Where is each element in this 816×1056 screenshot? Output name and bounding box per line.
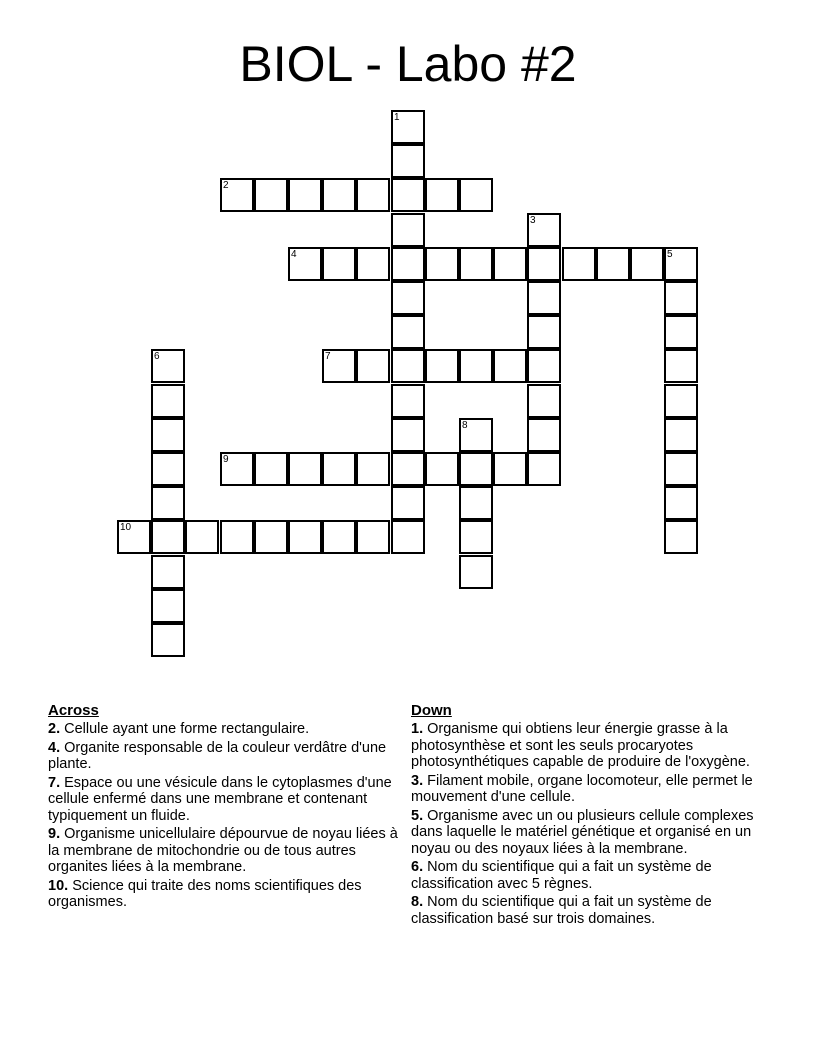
grid-cell[interactable] <box>425 349 459 383</box>
clue-number-label: 3 <box>530 215 536 226</box>
grid-cell[interactable] <box>459 486 493 520</box>
grid-cell[interactable] <box>254 520 288 554</box>
clue-text: Science qui traite des noms scientifiques des organismes. <box>48 877 362 910</box>
clue-number-label: 10 <box>120 522 132 533</box>
grid-cell[interactable] <box>527 384 561 418</box>
grid-cell[interactable] <box>356 520 390 554</box>
across-clues <box>48 702 398 913</box>
clue-number: 10. <box>48 877 69 894</box>
grid-cell[interactable] <box>425 452 459 486</box>
grid-cell[interactable] <box>596 247 630 281</box>
grid-cell[interactable] <box>459 178 493 212</box>
clue-number: 4. <box>48 739 61 756</box>
clue-text: Nom du scientifique qui a fait un système de classification basé sur trois domaines. <box>411 894 712 927</box>
grid-cell[interactable] <box>425 247 459 281</box>
grid-cell[interactable] <box>391 349 425 383</box>
grid-cell[interactable] <box>151 555 185 589</box>
grid-cell[interactable] <box>630 247 664 281</box>
grid-cell[interactable] <box>288 178 322 212</box>
grid-cell[interactable] <box>459 555 493 589</box>
grid-cell[interactable] <box>527 247 561 281</box>
grid-cell[interactable] <box>254 452 288 486</box>
clue-number: 8. <box>411 894 424 910</box>
across-clue-7 <box>48 775 398 825</box>
grid-cell[interactable] <box>664 281 698 315</box>
grid-cell[interactable] <box>356 349 390 383</box>
grid-cell[interactable] <box>185 520 219 554</box>
clue-number: 2. <box>48 721 61 737</box>
grid-cell[interactable] <box>391 384 425 418</box>
grid-cell[interactable] <box>288 452 322 486</box>
grid-cell[interactable] <box>356 247 390 281</box>
grid-cell[interactable] <box>459 349 493 383</box>
grid-cell[interactable] <box>391 520 425 554</box>
grid-cell[interactable] <box>288 520 322 554</box>
down-clue-6 <box>411 859 771 892</box>
grid-cell[interactable] <box>356 178 390 212</box>
clue-text: Organisme unicellulaire dépourvue de noyau liées à la membrane de mitochondrie ou de tous autres organites liées à la membrane. <box>48 826 398 875</box>
grid-cell[interactable] <box>493 452 527 486</box>
clue-text: Cellule ayant une forme rectangulaire. <box>64 721 310 737</box>
grid-cell[interactable] <box>391 281 425 315</box>
grid-cell[interactable] <box>527 418 561 452</box>
clue-text: Espace ou une vésicule dans le cytoplasmes d'une cellule enfermé dans une membrane et contenant typiquement un fluide. <box>48 774 392 824</box>
grid-cell[interactable] <box>391 247 425 281</box>
grid-cell[interactable] <box>459 452 493 486</box>
grid-cell[interactable] <box>459 520 493 554</box>
clue-number: 7. <box>48 774 61 791</box>
grid-cell[interactable] <box>151 589 185 623</box>
grid-cell[interactable] <box>425 178 459 212</box>
grid-cell[interactable] <box>527 315 561 349</box>
grid-cell[interactable] <box>151 418 185 452</box>
grid-cell[interactable] <box>391 178 425 212</box>
grid-cell[interactable] <box>459 247 493 281</box>
clue-number: 3. <box>411 772 424 789</box>
grid-cell[interactable] <box>664 418 698 452</box>
grid-cell[interactable] <box>562 247 596 281</box>
clue-number-label: 9 <box>223 454 229 465</box>
down-clue-1 <box>411 721 771 771</box>
clue-number-label: 4 <box>291 249 297 260</box>
down-clues <box>411 702 771 929</box>
grid-cell[interactable] <box>391 213 425 247</box>
clue-number-label: 8 <box>462 420 468 431</box>
grid-cell[interactable] <box>391 452 425 486</box>
grid-cell[interactable] <box>391 418 425 452</box>
grid-cell[interactable] <box>493 247 527 281</box>
grid-cell[interactable] <box>322 520 356 554</box>
down-heading: Down <box>411 702 452 719</box>
clue-number-label: 2 <box>223 180 229 191</box>
clue-number-label: 6 <box>154 351 160 362</box>
grid-cell[interactable] <box>493 349 527 383</box>
grid-cell[interactable] <box>664 315 698 349</box>
grid-cell[interactable] <box>664 486 698 520</box>
grid-cell[interactable] <box>151 486 185 520</box>
clue-number: 9. <box>48 826 61 842</box>
clue-text: Nom du scientifique qui a fait un système de classification avec 5 règnes. <box>411 859 712 892</box>
grid-cell[interactable] <box>664 349 698 383</box>
across-clue-4 <box>48 740 398 773</box>
grid-cell[interactable] <box>322 452 356 486</box>
grid-cell[interactable] <box>664 452 698 486</box>
grid-cell[interactable] <box>391 144 425 178</box>
clue-number-label: 7 <box>325 351 331 362</box>
across-heading: Across <box>48 702 99 719</box>
clue-text: Filament mobile, organe locomoteur, elle permet le mouvement d'une cellule. <box>411 772 753 805</box>
across-clue-10 <box>48 878 398 911</box>
clue-text: Organite responsable de la couleur verdâtre d'une plante. <box>48 739 387 772</box>
grid-cell[interactable] <box>254 178 288 212</box>
grid-cell[interactable] <box>356 452 390 486</box>
clue-number: 5. <box>411 807 424 824</box>
puzzle-title: BIOL - Labo #2 <box>239 36 577 92</box>
clue-number: 1. <box>411 721 424 737</box>
clue-number-label: 1 <box>394 112 400 123</box>
grid-cell[interactable] <box>151 623 185 657</box>
grid-cell[interactable] <box>664 520 698 554</box>
clue-text: Organisme qui obtiens leur énergie grasse à la photosynthèse et sont les seuls procaryotes photosynthétiques capable de produire de l'oxygène. <box>411 721 750 770</box>
down-clue-5 <box>411 808 771 858</box>
grid-cell[interactable] <box>527 281 561 315</box>
grid-cell[interactable] <box>151 452 185 486</box>
grid-cell[interactable] <box>527 452 561 486</box>
clue-number-label: 5 <box>667 249 673 260</box>
grid-cell[interactable] <box>151 520 185 554</box>
grid-cell[interactable] <box>391 315 425 349</box>
grid-cell[interactable] <box>664 384 698 418</box>
clue-number: 6. <box>411 859 424 875</box>
down-clue-3 <box>411 773 771 806</box>
grid-cell[interactable] <box>527 349 561 383</box>
across-clue-9 <box>48 826 398 876</box>
grid-cell[interactable] <box>391 486 425 520</box>
grid-cell[interactable] <box>322 178 356 212</box>
across-clue-2 <box>48 721 398 738</box>
down-clue-8 <box>411 894 771 927</box>
grid-cell[interactable] <box>322 247 356 281</box>
grid-cell[interactable] <box>220 520 254 554</box>
grid-cell[interactable] <box>151 384 185 418</box>
clue-text: Organisme avec un ou plusieurs cellule complexes dans laquelle le matériel génétique et organisé en un noyau ou des noyaux liées à la membrane. <box>411 807 754 857</box>
